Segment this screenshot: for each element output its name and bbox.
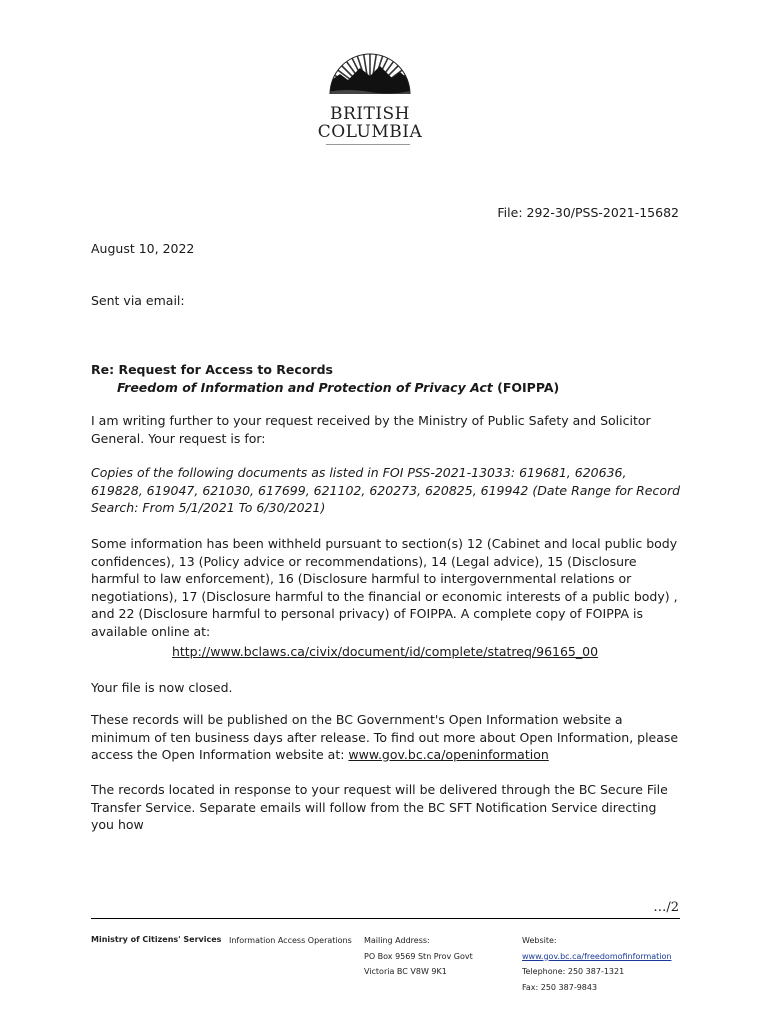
- file-closed: Your file is now closed.: [91, 680, 233, 695]
- sent-via: Sent via email:: [91, 293, 185, 308]
- open-info-paragraph: [91, 711, 681, 764]
- footer-contact: [522, 933, 672, 995]
- page-continuation: …/2: [653, 900, 679, 915]
- foippa-link[interactable]: http://www.bclaws.ca/civix/document/id/complete/statreq/96165_00: [171, 644, 599, 659]
- footer-office: Information Access Operations: [229, 936, 352, 945]
- letter-date: August 10, 2022: [91, 241, 195, 256]
- telephone: Telephone: 250 387-1321: [522, 967, 625, 976]
- footer-rule: [91, 918, 680, 919]
- act-abbrev: (FOIPPA): [492, 380, 560, 395]
- website-link[interactable]: www.gov.bc.ca/freedomofinformation: [522, 951, 672, 961]
- bc-sun-mountains-icon: [326, 44, 414, 102]
- footer-mailing: [364, 933, 473, 980]
- request-text: Copies of the following documents as listed in FOI PSS-2021-13033: 619681, 620636, 619828, 619047, 621030, 617699, 621102, 620273, 620825, 619942 (Date Range for Record Search: From 5/1/2021 To 6/30/2021): [91, 465, 681, 515]
- footer-ministry: Ministry of Citizens' Services: [91, 935, 222, 944]
- letterhead-rule: [326, 144, 410, 145]
- mailing-line2: Victoria BC V8W 9K1: [364, 967, 447, 976]
- subject-line: Re: Request for Access to Records: [91, 362, 333, 377]
- bc-logo: [312, 44, 428, 148]
- withheld-paragraph: Some information has been withheld pursuant to section(s) 12 (Cabinet and local public body confidences), 13 (Policy advice or recommendations), 14 (Legal advice), 15 (Disclosure harmful to law enforcement), 16 (Disclosure harmful to intergovernmental relations or negotiations), 17 (Disclosure harmful to the financial or economic interests of a public body) , and 22 (Disclosure harmful to personal privacy) of FOIPPA. A complete copy of FOIPPA is available online at:: [91, 536, 678, 639]
- open-info-text: These records will be published on the BC Government's Open Information website a minimum of ten business days after release. To find out more about Open Information, please access the Open Information website at:: [91, 712, 679, 762]
- mailing-label: Mailing Address:: [364, 936, 430, 945]
- letterhead-line1: BRITISH: [329, 104, 411, 124]
- file-reference: File: 292-30/PSS-2021-15682: [497, 205, 679, 220]
- delivery-paragraph: The records located in response to your request will be delivered through the BC Secure File Transfer Service. Separate emails will follow from the BC SFT Notification Service directing you how: [91, 782, 668, 832]
- letterhead-line2: COLUMBIA: [317, 122, 423, 142]
- website-label: Website:: [522, 936, 557, 945]
- act-name: Freedom of Information and Protection of Privacy Act: [117, 380, 493, 395]
- subject-act: [117, 379, 559, 397]
- intro-paragraph: I am writing further to your request received by the Ministry of Public Safety and Solicitor General. Your request is for:: [91, 413, 651, 446]
- fax: Fax: 250 387-9843: [522, 982, 598, 992]
- open-info-link[interactable]: www.gov.bc.ca/openinformation: [348, 747, 549, 762]
- mailing-line1: PO Box 9569 Stn Prov Govt: [364, 951, 473, 961]
